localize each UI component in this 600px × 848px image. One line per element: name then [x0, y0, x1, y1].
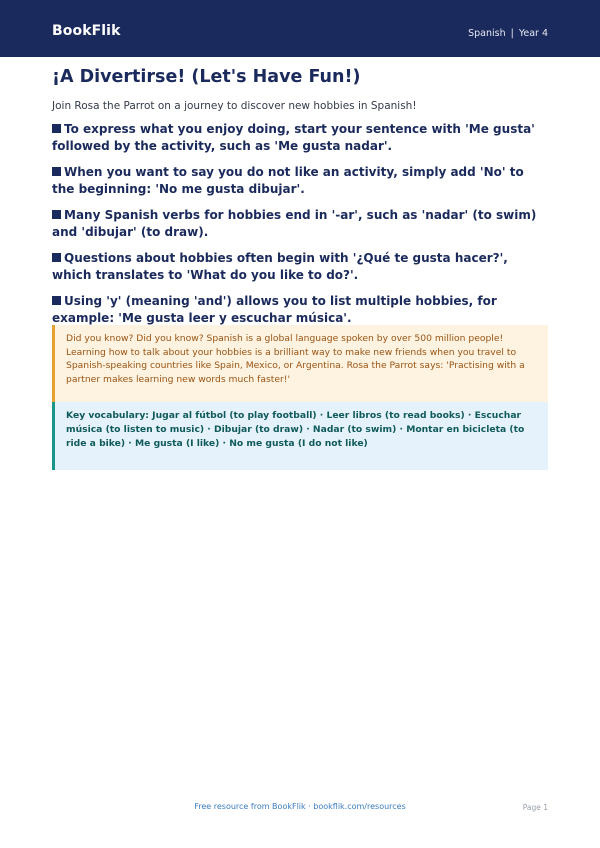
- key-point: [52, 250, 548, 284]
- key-point-text: To express what you enjoy doing, start your sentence with 'Me gusta' followed by the activity, such as 'Me gusta nadar'.: [52, 122, 535, 153]
- key-point: [52, 121, 548, 155]
- page-header: [0, 0, 600, 57]
- key-point-text: When you want to say you do not like an activity, simply add 'No' to the beginning: 'No me gusta dibujar'.: [52, 165, 524, 196]
- square-bullet-icon: [52, 210, 61, 219]
- key-point: [52, 293, 548, 327]
- square-bullet-icon: [52, 124, 61, 133]
- key-point: [52, 207, 548, 241]
- intro-text: Join Rosa the Parrot on a journey to discover new hobbies in Spanish!: [52, 100, 417, 112]
- key-point-text: Using 'y' (meaning 'and') allows you to list multiple hobbies, for example: 'Me gusta leer y escuchar música'.: [52, 294, 497, 325]
- key-point-text: Many Spanish verbs for hobbies end in '-ar', such as 'nadar' (to swim) and 'dibujar' (to draw).: [52, 208, 537, 239]
- key-points-list: [52, 121, 548, 336]
- meta-separator: |: [510, 28, 514, 39]
- key-point: [52, 164, 548, 198]
- brand-logo-text: BookFlik: [52, 23, 121, 39]
- page-number: Page 1: [522, 803, 548, 812]
- did-you-know-box: Did you know? Did you know? Spanish is a global language spoken by over 500 million people! Learning how to talk about your hobbies is a brilliant way to make new friends when you travel to Spanish-speaking countries like Spain, Mexico, or Argentina. Rosa the Parrot says: 'Practising with a partner makes learning new words much faster!': [52, 325, 548, 402]
- page-title: ¡A Divertirse! (Let's Have Fun!): [52, 67, 361, 87]
- year-label: Year 4: [518, 28, 548, 39]
- footer-link[interactable]: Free resource from BookFlik · bookflik.com/resources: [194, 802, 406, 811]
- square-bullet-icon: [52, 167, 61, 176]
- key-vocabulary-box: Key vocabulary: Jugar al fútbol (to play football) · Leer libros (to read books) · Escuchar música (to listen to music) · Dibujar (to draw) · Nadar (to swim) · Montar en bicicleta (to ride a bike) · Me gusta (I like) · No me gusta (I do not like): [52, 402, 548, 470]
- square-bullet-icon: [52, 296, 61, 305]
- square-bullet-icon: [52, 253, 61, 262]
- subject-label: Spanish: [468, 28, 506, 39]
- header-meta: [468, 28, 548, 39]
- key-point-text: Questions about hobbies often begin with '¿Qué te gusta hacer?', which translates to 'What do you like to do?'.: [52, 251, 508, 282]
